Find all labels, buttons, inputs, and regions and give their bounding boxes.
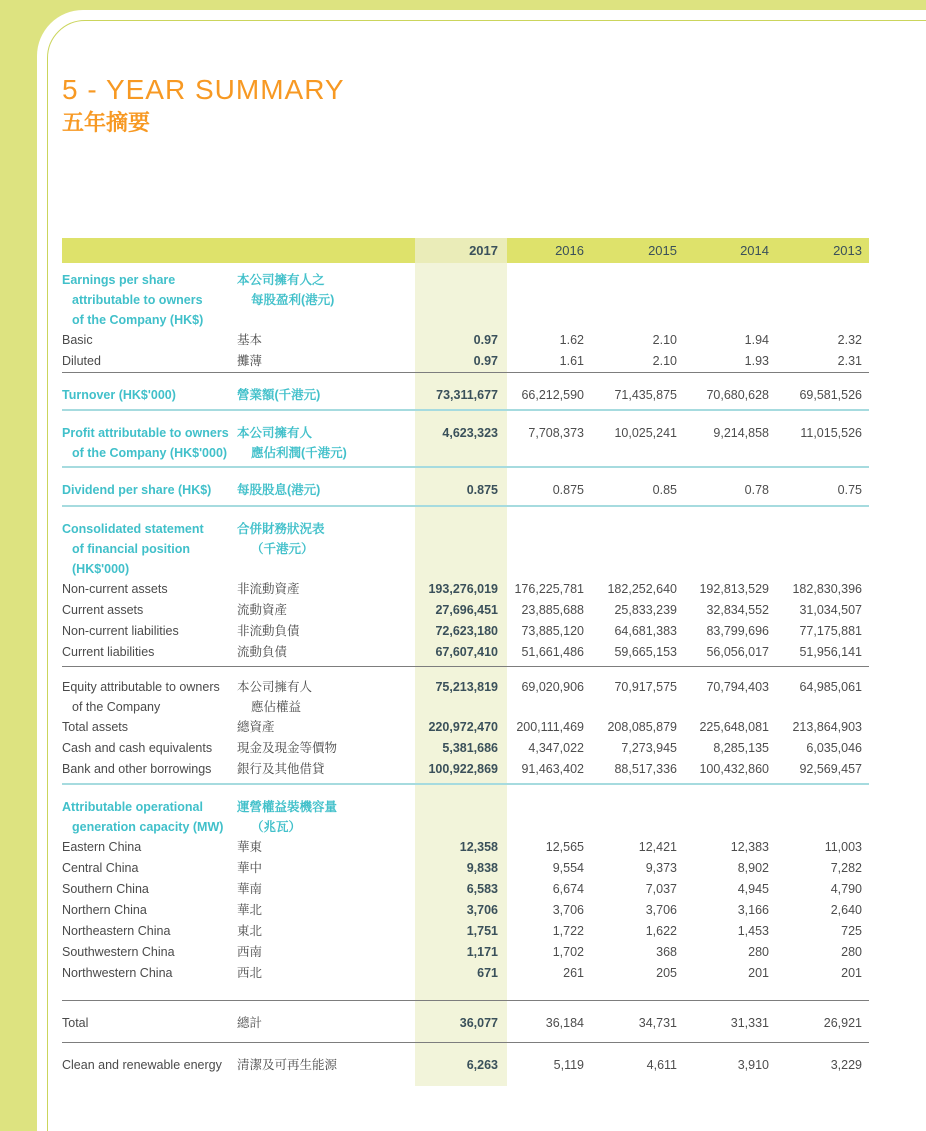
row-label-zh: 本公司擁有人 應佔權益 [237,680,313,714]
cell-2015: 64,681,383 [614,624,677,638]
row-label-zh: 華南 [237,882,263,896]
cell-2016: 1.61 [559,354,584,368]
cell-2016: 66,212,590 [521,388,584,402]
cell-2014: 201 [748,966,769,980]
cell-2014: 8,285,135 [713,741,769,755]
table-row-northwestern-china [62,963,869,984]
cell-2013: 182,830,396 [792,582,862,596]
row-label-zh: 營業額(千港元) [237,388,321,402]
cell-2014: 8,902 [737,861,769,875]
cell-2013: 2.31 [837,354,862,368]
cell-2013: 725 [841,924,862,938]
divider-gray [62,1000,869,1001]
cell-2016: 9,554 [552,861,584,875]
row-label-en: Bank and other borrowings [62,762,212,776]
cell-2015: 208,085,879 [607,720,677,734]
cell-2017: 0.97 [473,333,498,347]
row-label-zh: 華中 [237,861,263,875]
cell-2014: 9,214,858 [713,426,769,440]
year-2014: 2014 [740,243,769,258]
row-label-en: Current liabilities [62,645,155,659]
cell-2017: 3,706 [466,903,498,917]
row-label-zh: 本公司擁有人 應佔利潤(千港元) [237,426,347,460]
cell-2017: 0.97 [473,354,498,368]
divider-teal [62,409,869,411]
table-row-eastern-china [62,837,869,858]
row-label-en: Total [62,1016,89,1030]
cell-2017: 5,381,686 [442,741,498,755]
row-label-en: Dividend per share (HK$) [62,483,212,497]
cell-2013: 213,864,903 [792,720,862,734]
table-row-total-assets [62,717,869,738]
cell-2017: 72,623,180 [435,624,498,638]
row-label-en: Non-current liabilities [62,624,179,638]
section-label-en: Consolidated statement of financial position (HK$'000) [62,522,204,576]
cell-2017: 36,077 [459,1016,498,1030]
cell-2017: 671 [477,966,498,980]
cell-2017: 193,276,019 [428,582,498,596]
divider-teal [62,783,869,785]
cell-2013: 11,015,526 [800,426,862,440]
table-row-northern-china [62,900,869,921]
cell-2017: 6,263 [466,1058,498,1072]
cell-2017: 220,972,470 [428,720,498,734]
row-label-en: Cash and cash equivalents [62,741,213,755]
cell-2015: 10,025,241 [614,426,677,440]
cell-2016: 0.875 [552,483,584,497]
row-label-en: Profit attributable to owners of the Company (HK$'000) [62,426,229,460]
cell-2015: 1,622 [645,924,677,938]
year-2016: 2016 [555,243,584,258]
table-row-total-capacity [62,1013,869,1034]
cell-2016: 261 [563,966,584,980]
cell-2013: 4,790 [830,882,862,896]
cell-2013: 2.32 [837,333,862,347]
section-label-zh: 本公司擁有人之 每股盈利(港元) [237,273,335,307]
cell-2014: 70,680,628 [706,388,769,402]
year-header-row [62,238,869,263]
cell-2015: 88,517,336 [614,762,677,776]
year-2017: 2017 [415,238,507,263]
section-label-en: Earnings per share attributable to owners of the Company (HK$) [62,273,204,327]
divider-teal [62,466,869,468]
row-label-zh: 流動資產 [237,603,288,617]
row-label-zh: 每股股息(港元) [237,483,321,497]
header-spacer [62,238,237,263]
cell-2015: 182,252,640 [607,582,677,596]
page-header [62,74,345,137]
cell-2015: 2.10 [652,354,677,368]
cell-2014: 3,166 [737,903,769,917]
cell-2016: 69,020,906 [521,680,584,694]
table-row-dividend [62,480,869,501]
cell-2016: 91,463,402 [521,762,584,776]
page-title-zh: 五年摘要 [62,110,151,135]
cell-2013: 92,569,457 [799,762,862,776]
row-label-zh: 非流動負債 [237,624,300,638]
row-label-en: Non-current assets [62,582,168,596]
row-label-zh: 西北 [237,966,263,980]
row-label-en: Southern China [62,882,149,896]
row-label-zh: 東北 [237,924,263,938]
table-row-borrowings [62,759,869,780]
cell-2014: 100,432,860 [699,762,769,776]
cell-2017: 0.875 [466,483,498,497]
section-label-zh: 合併財務狀況表 （千港元） [237,522,325,556]
cell-2013: 7,282 [830,861,862,875]
cell-2017: 67,607,410 [435,645,498,659]
cell-2013: 77,175,881 [799,624,862,638]
cell-2016: 51,661,486 [521,645,584,659]
cell-2015: 34,731 [638,1016,677,1030]
cell-2015: 7,037 [645,882,677,896]
table-row-northeastern-china [62,921,869,942]
section-header-eps [62,270,869,330]
row-label-en: Central China [62,861,139,875]
cell-2016: 12,565 [545,840,584,854]
table-row-non-current-liabilities [62,621,869,642]
cell-2016: 7,708,373 [528,426,584,440]
cell-2014: 192,813,529 [699,582,769,596]
row-label-zh: 清潔及可再生能源 [237,1058,338,1072]
cell-2013: 51,956,141 [799,645,862,659]
table-row-equity [62,677,869,717]
cell-2017: 1,171 [466,945,498,959]
cell-2013: 26,921 [823,1016,862,1030]
cell-2013: 31,034,507 [799,603,862,617]
cell-2016: 200,111,469 [516,720,584,734]
table-row-current-liabilities [62,642,869,663]
row-label-zh: 非流動資產 [237,582,300,596]
divider-gray [62,666,869,667]
five-year-summary-table [62,238,869,1086]
cell-2013: 280 [841,945,862,959]
cell-2014: 70,794,403 [706,680,769,694]
cell-2013: 11,003 [824,840,862,854]
cell-2014: 31,331 [730,1016,769,1030]
table-row-southern-china [62,879,869,900]
divider-gray [62,372,869,373]
divider-teal [62,505,869,507]
row-label-zh: 基本 [237,333,263,347]
table-row-cash [62,738,869,759]
cell-2015: 12,421 [638,840,677,854]
cell-2014: 1.94 [744,333,769,347]
row-label-en: Total assets [62,720,129,734]
cell-2015: 70,917,575 [614,680,677,694]
cell-2017: 1,751 [466,924,498,938]
cell-2016: 176,225,781 [514,582,584,596]
cell-2016: 6,674 [552,882,584,896]
cell-2015: 205 [656,966,677,980]
table-row-central-china [62,858,869,879]
row-label-en: Northern China [62,903,147,917]
cell-2014: 32,834,552 [706,603,769,617]
row-label-zh: 流動負債 [237,645,288,659]
cell-2015: 368 [656,945,677,959]
divider-gray [62,1042,869,1043]
cell-2013: 2,640 [830,903,862,917]
row-label-zh: 總計 [237,1016,263,1030]
table-row-current-assets [62,600,869,621]
cell-2017: 6,583 [466,882,498,896]
cell-2015: 3,706 [645,903,677,917]
cell-2014: 280 [748,945,769,959]
row-label-zh: 總資產 [237,720,275,734]
row-label-en: Southwestern China [62,945,175,959]
table-row-clean-energy [62,1055,869,1076]
row-label-en: Equity attributable to owners of the Company [62,680,220,714]
cell-2014: 0.78 [744,483,769,497]
cell-2016: 3,706 [552,903,584,917]
cell-2015: 71,435,875 [614,388,677,402]
cell-2013: 3,229 [830,1058,862,1072]
cell-2014: 4,945 [737,882,769,896]
cell-2013: 201 [841,966,862,980]
page-title: 5 - YEAR SUMMARY [62,74,345,105]
cell-2014: 56,056,017 [706,645,769,659]
cell-2015: 0.85 [652,483,677,497]
year-2013: 2013 [833,243,862,258]
row-label-en: Eastern China [62,840,142,854]
cell-2013: 0.75 [837,483,862,497]
cell-2016: 1,702 [552,945,584,959]
table-row-southwestern-china [62,942,869,963]
cell-2015: 25,833,239 [614,603,677,617]
cell-2017: 4,623,323 [442,426,498,440]
cell-2017: 9,838 [466,861,498,875]
year-2015: 2015 [648,243,677,258]
cell-2016: 23,885,688 [521,603,584,617]
cell-2014: 225,648,081 [699,720,769,734]
cell-2015: 4,611 [646,1058,677,1072]
cell-2016: 73,885,120 [521,624,584,638]
table-row-diluted [62,351,869,372]
row-label-en: Clean and renewable energy [62,1058,222,1072]
table-row-non-current-assets [62,579,869,600]
table-row-basic [62,330,869,351]
cell-2014: 1.93 [744,354,769,368]
section-label-en: Attributable operational generation capacity (MW) [62,800,224,834]
row-label-zh: 西南 [237,945,263,959]
row-label-zh: 現金及現金等價物 [237,741,338,755]
cell-2016: 4,347,022 [528,741,584,755]
cell-2017: 100,922,869 [428,762,498,776]
cell-2014: 12,383 [730,840,769,854]
cell-2016: 5,119 [553,1058,584,1072]
row-label-en: Northwestern China [62,966,173,980]
cell-2015: 7,273,945 [621,741,677,755]
section-header-capacity [62,797,869,837]
section-label-zh: 運營權益裝機容量 （兆瓦） [237,800,338,834]
row-label-en: Current assets [62,603,144,617]
row-label-zh: 華東 [237,840,263,854]
row-label-zh: 華北 [237,903,263,917]
cell-2013: 69,581,526 [799,388,862,402]
cell-2014: 83,799,696 [706,624,769,638]
cell-2014: 3,910 [737,1058,769,1072]
cell-2017: 27,696,451 [435,603,498,617]
cell-2015: 9,373 [645,861,677,875]
cell-2016: 1,722 [552,924,584,938]
table-row-turnover [62,385,869,406]
cell-2017: 73,311,677 [436,388,498,402]
table-row-profit [62,423,869,463]
cell-2016: 1.62 [559,333,584,347]
header-spacer [237,238,415,263]
cell-2017: 12,358 [459,840,498,854]
cell-2015: 2.10 [652,333,677,347]
row-label-en: Basic [62,333,93,347]
cell-2016: 36,184 [545,1016,584,1030]
cell-2014: 1,453 [737,924,769,938]
row-label-en: Northeastern China [62,924,171,938]
row-label-en: Turnover (HK$'000) [62,388,176,402]
cell-2013: 64,985,061 [799,680,862,694]
row-label-zh: 銀行及其他借貸 [237,762,325,776]
row-label-en: Diluted [62,354,101,368]
cell-2013: 6,035,046 [806,741,862,755]
section-header-financial-position [62,519,869,579]
cell-2015: 59,665,153 [614,645,677,659]
row-label-zh: 攤薄 [237,354,263,368]
report-page-card [37,10,926,1131]
cell-2017: 75,213,819 [435,680,498,694]
